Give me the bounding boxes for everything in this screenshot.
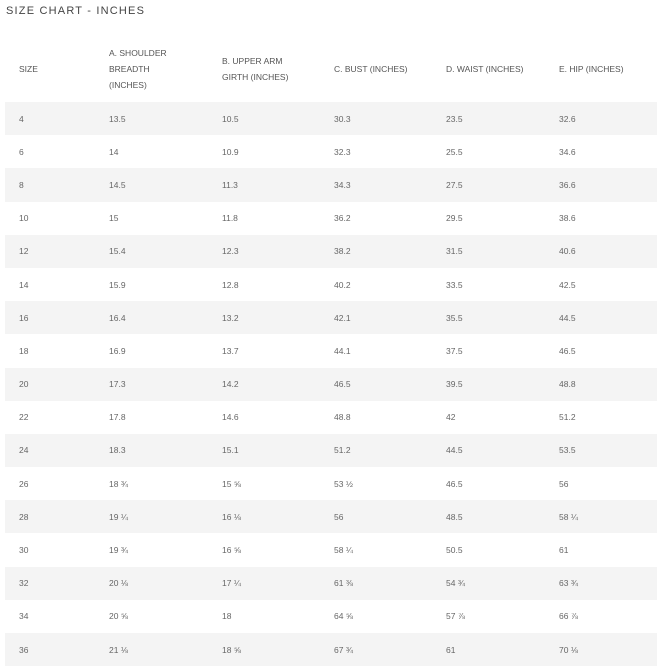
- measurement-cell: 16 ⅝: [222, 545, 241, 556]
- table-row: [5, 168, 657, 201]
- measurement-cell: 38.2: [334, 246, 351, 257]
- measurement-cell: 70 ⅛: [559, 644, 578, 655]
- table-row: [5, 235, 657, 268]
- measurement-cell: 30.3: [334, 113, 351, 124]
- measurement-cell: 48.5: [446, 511, 463, 522]
- measurement-cell: 31.5: [446, 246, 463, 257]
- measurement-cell: 25.5: [446, 146, 463, 157]
- column-header: [446, 36, 551, 102]
- size-cell: 14: [19, 279, 29, 290]
- table-row: [5, 202, 657, 235]
- measurement-cell: 34.3: [334, 179, 351, 190]
- size-cell: 26: [19, 478, 29, 489]
- measurement-cell: 15: [109, 213, 119, 224]
- table-header: [5, 36, 657, 103]
- measurement-cell: 44.1: [334, 345, 351, 356]
- measurement-cell: 39.5: [446, 379, 463, 390]
- size-cell: 22: [19, 412, 29, 423]
- measurement-cell: 46.5: [446, 478, 463, 489]
- column-header-line: E. HIP (INCHES): [559, 64, 624, 74]
- measurement-cell: 44.5: [446, 445, 463, 456]
- table-row: [5, 301, 657, 334]
- measurement-cell: 15 ⅝: [222, 478, 241, 489]
- measurement-cell: 14.6: [222, 412, 239, 423]
- measurement-cell: 46.5: [334, 379, 351, 390]
- measurement-cell: 20 ⅝: [109, 611, 128, 622]
- measurement-cell: 35.5: [446, 312, 463, 323]
- table-row: [5, 500, 657, 533]
- size-cell: 28: [19, 511, 29, 522]
- measurement-cell: 53 ½: [334, 478, 353, 489]
- measurement-cell: 50.5: [446, 545, 463, 556]
- measurement-cell: 54 ¾: [446, 578, 465, 589]
- measurement-cell: 32.3: [334, 146, 351, 157]
- size-cell: 30: [19, 545, 29, 556]
- measurement-cell: 18 ¾: [109, 478, 128, 489]
- measurement-cell: 48.8: [559, 379, 576, 390]
- measurement-cell: 16.4: [109, 312, 126, 323]
- column-header: [109, 36, 214, 102]
- measurement-cell: 40.2: [334, 279, 351, 290]
- measurement-cell: 11.3: [222, 179, 238, 190]
- measurement-cell: 20 ⅛: [109, 578, 128, 589]
- measurement-cell: 46.5: [559, 345, 576, 356]
- size-cell: 6: [19, 146, 24, 157]
- measurement-cell: 61: [559, 545, 569, 556]
- measurement-cell: 15.4: [109, 246, 126, 257]
- measurement-cell: 16 ⅛: [222, 511, 241, 522]
- measurement-cell: 58 ¼: [334, 545, 353, 556]
- measurement-cell: 61: [446, 644, 456, 655]
- measurement-cell: 14.2: [222, 379, 239, 390]
- column-header-line: A. SHOULDER: [109, 48, 167, 58]
- size-cell: 36: [19, 644, 29, 655]
- table-row: [5, 401, 657, 434]
- measurement-cell: 56: [334, 511, 344, 522]
- measurement-cell: 14: [109, 146, 119, 157]
- table-row: [5, 567, 657, 600]
- table-row: [5, 368, 657, 401]
- size-cell: 34: [19, 611, 29, 622]
- column-header-line: BREADTH: [109, 64, 150, 74]
- measurement-cell: 17.8: [109, 412, 126, 423]
- measurement-cell: 18: [222, 611, 232, 622]
- measurement-cell: 13.5: [109, 113, 126, 124]
- column-header: [19, 36, 99, 102]
- measurement-cell: 36.6: [559, 179, 576, 190]
- table-row: [5, 135, 657, 168]
- measurement-cell: 51.2: [334, 445, 351, 456]
- table-row: [5, 434, 657, 467]
- measurement-cell: 53.5: [559, 445, 576, 456]
- measurement-cell: 12.3: [222, 246, 239, 257]
- table-row: [5, 334, 657, 367]
- column-header-line: SIZE: [19, 64, 38, 74]
- measurement-cell: 63 ¾: [559, 578, 578, 589]
- measurement-cell: 44.5: [559, 312, 576, 323]
- table-row: [5, 467, 657, 500]
- column-header: [559, 36, 654, 102]
- column-header-line: (INCHES): [109, 80, 147, 90]
- table-row: [5, 533, 657, 566]
- measurement-cell: 32.6: [559, 113, 576, 124]
- measurement-cell: 67 ¾: [334, 644, 353, 655]
- measurement-cell: 14.5: [109, 179, 126, 190]
- measurement-cell: 18.3: [109, 445, 126, 456]
- measurement-cell: 42: [446, 412, 456, 423]
- measurement-cell: 23.5: [446, 113, 463, 124]
- size-cell: 12: [19, 246, 29, 257]
- measurement-cell: 19 ¾: [109, 545, 128, 556]
- column-header-line: GIRTH (INCHES): [222, 72, 289, 82]
- measurement-cell: 51.2: [559, 412, 576, 423]
- size-cell: 18: [19, 345, 29, 356]
- size-cell: 4: [19, 113, 24, 124]
- column-header-line: D. WAIST (INCHES): [446, 64, 524, 74]
- column-header: [222, 36, 327, 102]
- measurement-cell: 10.5: [222, 113, 239, 124]
- measurement-cell: 33.5: [446, 279, 463, 290]
- measurement-cell: 16.9: [109, 345, 126, 356]
- measurement-cell: 12.8: [222, 279, 239, 290]
- measurement-cell: 19 ¼: [109, 511, 128, 522]
- table-row: [5, 268, 657, 301]
- measurement-cell: 61 ⅜: [334, 578, 353, 589]
- measurement-cell: 11.8: [222, 213, 238, 224]
- column-header-line: B. UPPER ARM: [222, 56, 283, 66]
- measurement-cell: 17 ¼: [222, 578, 241, 589]
- size-cell: 20: [19, 379, 29, 390]
- measurement-cell: 29.5: [446, 213, 463, 224]
- table-body: [5, 102, 657, 666]
- page-title: SIZE CHART - INCHES: [6, 5, 146, 17]
- measurement-cell: 18 ⅝: [222, 644, 241, 655]
- measurement-cell: 27.5: [446, 179, 463, 190]
- measurement-cell: 15.9: [109, 279, 126, 290]
- measurement-cell: 36.2: [334, 213, 351, 224]
- measurement-cell: 21 ⅛: [109, 644, 128, 655]
- measurement-cell: 37.5: [446, 345, 463, 356]
- size-cell: 32: [19, 578, 29, 589]
- size-cell: 8: [19, 179, 24, 190]
- table-row: [5, 600, 657, 633]
- measurement-cell: 40.6: [559, 246, 576, 257]
- measurement-cell: 10.9: [222, 146, 239, 157]
- measurement-cell: 64 ⅝: [334, 611, 353, 622]
- column-header: [334, 36, 439, 102]
- measurement-cell: 57 ⅞: [446, 611, 465, 622]
- measurement-cell: 17.3: [109, 379, 126, 390]
- column-header-line: C. BUST (INCHES): [334, 64, 408, 74]
- measurement-cell: 38.6: [559, 213, 576, 224]
- measurement-cell: 42.1: [334, 312, 351, 323]
- measurement-cell: 34.6: [559, 146, 576, 157]
- measurement-cell: 58 ¼: [559, 511, 578, 522]
- measurement-cell: 13.2: [222, 312, 239, 323]
- measurement-cell: 42.5: [559, 279, 576, 290]
- measurement-cell: 15.1: [222, 445, 239, 456]
- size-cell: 10: [19, 213, 29, 224]
- size-cell: 16: [19, 312, 29, 323]
- size-cell: 24: [19, 445, 29, 456]
- measurement-cell: 13.7: [222, 345, 239, 356]
- measurement-cell: 56: [559, 478, 569, 489]
- measurement-cell: 48.8: [334, 412, 351, 423]
- measurement-cell: 66 ⅞: [559, 611, 578, 622]
- table-row: [5, 633, 657, 666]
- table-row: [5, 102, 657, 135]
